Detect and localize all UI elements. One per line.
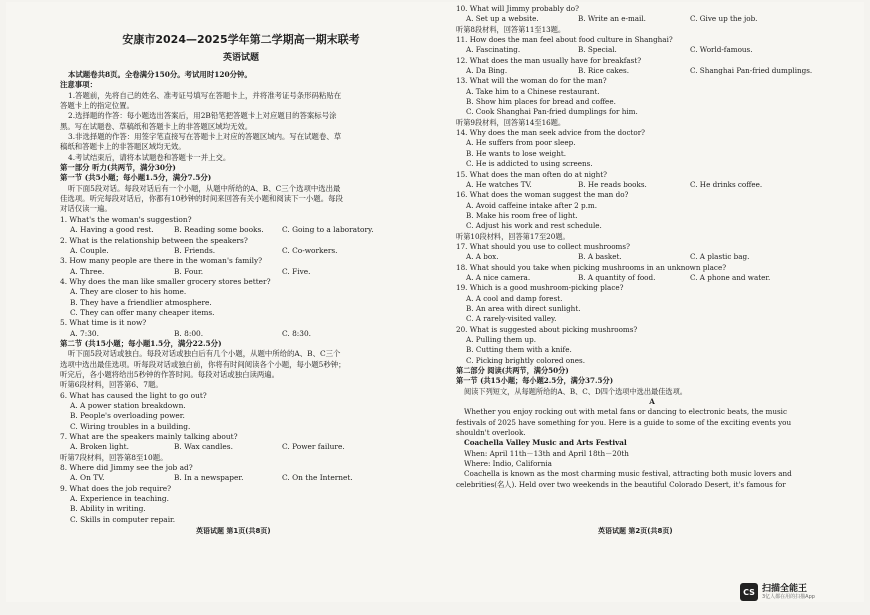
answer-option: A. He watches TV. xyxy=(466,179,532,189)
text-line: shouldn't overlook. xyxy=(456,428,526,438)
text-line: 听下面5段对话。每段对话后有一个小题，从题中所给的A、B、C三个选项中选出最 xyxy=(68,183,341,193)
text-line: 4.考试结束后，请将本试题卷和答题卡一并上交。 xyxy=(68,152,231,162)
option-row xyxy=(60,246,422,256)
answer-option: C. World-famous. xyxy=(690,45,753,55)
answer-option: A. Fascinating. xyxy=(466,45,521,55)
exam-subtitle: 英语试题 xyxy=(222,53,259,63)
text-line: 听第9段材料，回答第14至16题。 xyxy=(456,117,566,127)
option-row xyxy=(456,273,848,283)
text-line: 听完后，各小题将给出5秒钟的作答时间。每段对话或独白读两遍。 xyxy=(60,369,280,379)
text-line: C. A rarely-visited valley. xyxy=(466,314,557,324)
text-line: 稿纸和答题卡上的非答题区域均无效。 xyxy=(60,142,186,152)
answer-option: B. 8:00. xyxy=(174,328,204,338)
text-line: 听第7段材料，回答第8至10题。 xyxy=(60,452,168,462)
text-line: B. Cutting them with a knife. xyxy=(466,345,572,355)
text-line: 15. What does the man often do at night? xyxy=(456,169,608,179)
answer-option: A. A nice camera. xyxy=(466,272,531,282)
text-line: C. Skills in computer repair. xyxy=(70,514,176,524)
text-line: C. Picking brightly colored ones. xyxy=(466,355,585,365)
option-row xyxy=(60,329,422,339)
text-line: 3.非选择题的作答：用签字笔直接写在答题卡上对应的答题区域内。写在试题卷、草 xyxy=(68,132,342,142)
answer-option: B. Friends. xyxy=(174,245,216,255)
text-line: 4. Why does the man like smaller grocery stores better? xyxy=(60,276,271,286)
text-line: 17. What should you use to collect mushrooms? xyxy=(456,241,630,251)
option-row xyxy=(456,66,848,76)
answer-option: B. Reading some books. xyxy=(174,225,264,235)
answer-option: A. Couple. xyxy=(70,245,109,255)
text-line: 14. Why does the man seek advice from the doctor? xyxy=(456,128,645,138)
page-footer-right: 英语试题 第2页(共8页) xyxy=(598,527,673,535)
text-line: 对话仅读一遍。 xyxy=(60,204,112,214)
text-line: Whether you enjoy rocking out with metal fans or dancing to electronic beats, the music xyxy=(464,407,787,417)
answer-option: A. Having a good rest. xyxy=(70,225,154,235)
answer-option: C. A phone and water. xyxy=(690,272,771,282)
text-line: When: April 11th－13th and April 18th－20th xyxy=(464,448,629,458)
text-line: A. They are closer to his home. xyxy=(70,287,187,297)
text-line: 16. What does the woman suggest the man do? xyxy=(456,190,629,200)
watermark-name: 扫描全能王 xyxy=(762,583,808,594)
answer-option: C. Power failure. xyxy=(282,442,345,452)
text-line: Coachella Valley Music and Arts Festival xyxy=(464,438,627,448)
answer-option: A. Da Bing. xyxy=(466,66,508,76)
text-line: A. Take him to a Chinese restaurant. xyxy=(466,86,600,96)
text-line: B. He wants to lose weight. xyxy=(466,148,567,158)
option-row xyxy=(456,14,848,24)
text-line: 12. What does the man usually have for breakfast? xyxy=(456,55,642,65)
text-line: Where: Indio, California xyxy=(464,459,552,469)
answer-option: A. Three. xyxy=(70,266,105,276)
text-line: 黑。写在试题卷、草稿纸和答题卡上的非答题区域均无效。 xyxy=(60,121,253,131)
text-line: 佳选项。听完每段对话后，你都有10秒钟的时间来回答有关小题和阅读下一小题。每段 xyxy=(60,194,343,204)
text-line: 2.选择题的作答：每小题选出答案后，用2B铅笔把答题卡上对应题目的答案标号涂 xyxy=(68,111,337,121)
answer-option: C. A plastic bag. xyxy=(690,252,750,262)
text-line: 18. What should you take when picking mushrooms in an unknown place? xyxy=(456,262,727,272)
text-line: C. Adjust his work and rest schedule. xyxy=(466,221,602,231)
text-line: C. Cook Shanghai Pan-fried dumplings for him. xyxy=(466,107,638,117)
answer-option: C. 8:30. xyxy=(282,328,312,338)
option-row xyxy=(60,442,422,452)
text-line: 3. How many people are there in the woman's family? xyxy=(60,256,263,266)
answer-option: C. Shanghai Pan-fried dumplings. xyxy=(690,66,813,76)
answer-option: B. A quantity of food. xyxy=(578,272,656,282)
right-page xyxy=(456,4,848,490)
answer-option: B. Rice cakes. xyxy=(578,66,630,76)
answer-option: A. A box. xyxy=(466,252,499,262)
text-line: 注意事项： xyxy=(60,80,97,90)
text-line: 阅读下列短文，从每题所给的A、B、C、D四个选项中选出最佳选项。 xyxy=(464,386,687,396)
camscanner-logo-icon: CS xyxy=(740,583,758,601)
text-line: 听下面5段对话或独白。每段对话或独白后有几个小题，从题中所给的A、B、C三个 xyxy=(68,349,341,359)
text-line: 1. What's the woman's suggestion? xyxy=(60,214,192,224)
answer-option: C. On the Internet. xyxy=(282,473,353,483)
text-line: 13. What will the woman do for the man? xyxy=(456,76,607,86)
text-line: A. He suffers from poor sleep. xyxy=(466,138,576,148)
option-row xyxy=(456,180,848,190)
text-line: C. He is addicted to using screens. xyxy=(466,159,593,169)
text-line: 第一节 (共15小题；每小题2.5分，满分37.5分) xyxy=(456,376,614,386)
answer-option: A. On TV. xyxy=(70,473,105,483)
text-line: 11. How does the man feel about food culture in Shanghai? xyxy=(456,35,673,45)
text-line: 听第8段材料，回答第11至13题。 xyxy=(456,24,566,34)
scanner-watermark xyxy=(740,580,860,604)
text-line: A. A power station breakdown. xyxy=(70,401,186,410)
text-line: B. They have a friendlier atmosphere. xyxy=(70,297,212,307)
answer-option: B. He reads books. xyxy=(578,179,647,189)
option-row xyxy=(456,45,848,55)
text-line: C. Wiring troubles in a building. xyxy=(70,421,191,431)
text-line: 6. What has caused the light to go out? xyxy=(60,390,207,400)
text-line: Coachella is known as the most charming music festival, attracting both music lovers and xyxy=(464,469,792,479)
watermark-tagline: 3亿人都在用的扫描App xyxy=(762,593,815,600)
text-line: 2. What is the relationship between the speakers? xyxy=(60,235,248,245)
text-line: 答题卡上的指定位置。 xyxy=(60,101,134,111)
text-line: 第一节 (共5小题；每小题1.5分，满分7.5分) xyxy=(60,173,212,183)
text-line: B. People's overloading power. xyxy=(70,411,185,421)
answer-option: B. Four. xyxy=(174,266,204,276)
text-line: 听第10段材料，回答第17至20题。 xyxy=(456,231,570,241)
answer-option: C. Five. xyxy=(282,266,311,276)
text-line: A xyxy=(649,397,655,407)
answer-option: B. Write an e-mail. xyxy=(578,14,646,24)
page-footer-left: 英语试题 第1页(共8页) xyxy=(196,527,271,535)
text-line: 20. What is suggested about picking mushrooms? xyxy=(456,324,638,334)
left-page-body xyxy=(60,70,422,525)
answer-option: C. Going to a laboratory. xyxy=(282,225,374,235)
text-line: A. Pulling them up. xyxy=(466,335,537,344)
answer-option: A. 7:30. xyxy=(70,328,99,338)
text-line: B. An area with direct sunlight. xyxy=(466,303,581,313)
text-line: 9. What does the job require? xyxy=(60,483,172,493)
text-line: 选项中选出最佳选项。听每段对话或独白前，你将有时间阅读各个小题，每小题5秒钟； xyxy=(60,359,346,369)
exam-sheet xyxy=(6,2,864,602)
text-line: 1.答题前，先将自己的姓名、准考证号填写在答题卡上，并将准考证号条形码粘贴在 xyxy=(68,90,342,100)
text-line: A. Avoid caffeine intake after 2 p.m. xyxy=(466,200,598,210)
text-line: C. They can offer many cheaper items. xyxy=(70,307,215,317)
option-row xyxy=(456,252,848,262)
text-line: 听第6段材料，回答第6、7题。 xyxy=(60,380,163,390)
option-row xyxy=(60,473,422,483)
text-line: 第一部分 听力(共两节，满分30分) xyxy=(60,163,176,173)
option-row xyxy=(60,267,422,277)
answer-option: A. Set up a website. xyxy=(466,14,539,24)
answer-option: B. In a newspaper. xyxy=(174,473,244,483)
answer-option: B. Special. xyxy=(578,45,617,55)
text-line: 7. What are the speakers mainly talking about? xyxy=(60,432,238,442)
text-line: 5. What time is it now? xyxy=(60,318,147,328)
answer-option: C. He drinks coffee. xyxy=(690,179,763,189)
answer-option: C. Give up the job. xyxy=(690,14,758,24)
answer-option: C. Co-workers. xyxy=(282,245,338,255)
exam-title: 安康市2024—2025学年第二学期高一期末联考 xyxy=(122,33,360,46)
watermark-text xyxy=(762,584,815,601)
answer-option: B. Wax candles. xyxy=(174,442,233,452)
text-line: B. Ability in writing. xyxy=(70,504,146,514)
option-row xyxy=(60,225,422,235)
text-line: 8. Where did Jimmy see the job ad? xyxy=(60,463,193,473)
text-line: 第二部分 阅读(共两节，满分50分) xyxy=(456,366,569,376)
text-line: B. Make his room free of light. xyxy=(466,210,578,220)
text-line: B. Show him places for bread and coffee. xyxy=(466,97,616,107)
text-line: celebrities(名人). Held over two weekends in the beautiful Colorado Desert, it's famous for xyxy=(456,479,786,489)
text-line: 10. What will Jimmy probably do? xyxy=(456,4,579,13)
text-line: A. A cool and damp forest. xyxy=(466,293,563,303)
text-line: 本试题卷共8页。全卷满分150分。考试用时120分钟。 xyxy=(68,70,252,79)
text-line: 19. Which is a good mushroom-picking place? xyxy=(456,283,624,293)
answer-option: A. Broken light. xyxy=(70,442,129,452)
text-line: 第二节 (共15小题；每小题1.5分，满分22.5分) xyxy=(60,338,222,348)
text-line: festivals of 2025 have something for you. Here is a guide to some of the exciting events you xyxy=(456,417,792,427)
answer-option: B. A basket. xyxy=(578,252,622,262)
text-line: A. Experience in teaching. xyxy=(70,494,169,504)
